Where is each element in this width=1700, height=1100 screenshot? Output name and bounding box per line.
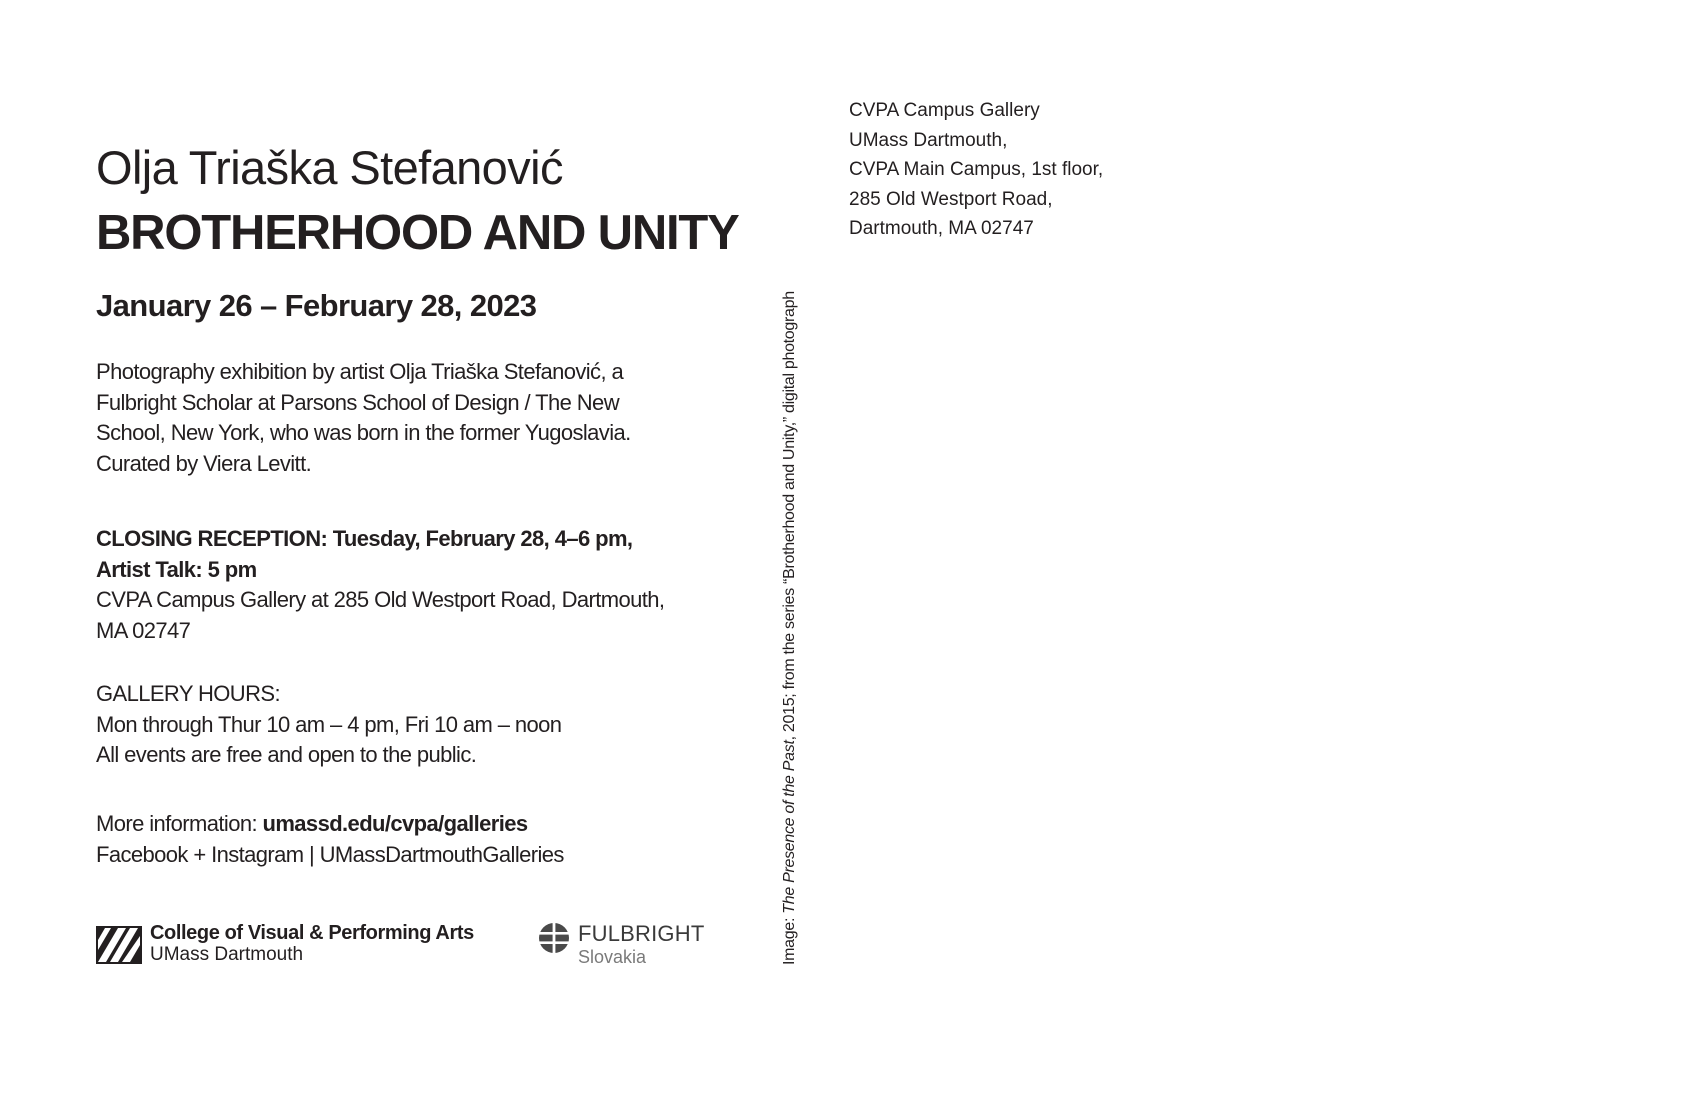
fulbright-logo bbox=[538, 920, 708, 970]
caption-prefix: Image: bbox=[781, 913, 798, 965]
closing-reception bbox=[96, 524, 716, 646]
social-media-handles: Facebook + Instagram | UMassDartmouthGalleries bbox=[96, 841, 564, 867]
reception-time: CLOSING RECEPTION: Tuesday, February 28, 4–6 pm, bbox=[96, 526, 633, 551]
exhibition-title: BROTHERHOOD AND UNITY bbox=[96, 206, 739, 260]
gallery-url-link[interactable]: umassd.edu/cvpa/galleries bbox=[262, 811, 528, 836]
more-info-line bbox=[96, 809, 716, 840]
more-information bbox=[96, 809, 716, 870]
artist-talk-time: Artist Talk: 5 pm bbox=[96, 556, 257, 582]
caption-work-title: The Presence of the Past bbox=[781, 740, 798, 914]
free-events-note: All events are free and open to the public. bbox=[96, 742, 477, 767]
caption-details: , 2015; from the series “Brotherhood and Unity,” digital photograph bbox=[781, 291, 798, 741]
description-line: School, New York, who was born in the former Yugoslavia. bbox=[96, 420, 631, 445]
description-line: Curated by Viera Levitt. bbox=[96, 450, 312, 476]
address-line: CVPA Campus Gallery bbox=[849, 100, 1040, 121]
description-line: Photography exhibition by artist Olja Triaška Stefanović, a bbox=[96, 359, 624, 384]
image-caption bbox=[780, 291, 800, 965]
exhibition-dates: January 26 – February 28, 2023 bbox=[96, 288, 537, 323]
fulbright-country: Slovakia bbox=[578, 947, 647, 967]
address-line: 285 Old Westport Road, bbox=[849, 188, 1053, 210]
fulbright-name: FULBRIGHT bbox=[578, 921, 705, 946]
more-info-label: More information: bbox=[96, 811, 263, 836]
globe-icon bbox=[538, 922, 570, 954]
gallery-hours-schedule: Mon through Thur 10 am – 4 pm, Fri 10 am – noon bbox=[96, 711, 562, 737]
cvpa-name: College of Visual & Performing Arts bbox=[150, 922, 474, 944]
reception-location-zip: MA 02747 bbox=[96, 617, 191, 643]
exhibition-description bbox=[96, 357, 716, 479]
address-line: UMass Dartmouth, bbox=[849, 129, 1008, 151]
address-line: CVPA Main Campus, 1st floor, bbox=[849, 159, 1104, 181]
gallery-hours-heading: GALLERY HOURS: bbox=[96, 681, 280, 706]
address-line: Dartmouth, MA 02747 bbox=[849, 218, 1034, 240]
umass-dartmouth-logo-icon bbox=[96, 926, 142, 964]
reception-location: CVPA Campus Gallery at 285 Old Westport Road, Dartmouth, bbox=[96, 587, 665, 612]
gallery-hours bbox=[96, 679, 716, 771]
description-line: Fulbright Scholar at Parsons School of Design / The New bbox=[96, 389, 619, 415]
cvpa-school: UMass Dartmouth bbox=[150, 944, 304, 965]
mailing-address bbox=[849, 96, 1103, 244]
artist-name: Olja Triaška Stefanović bbox=[96, 141, 563, 194]
